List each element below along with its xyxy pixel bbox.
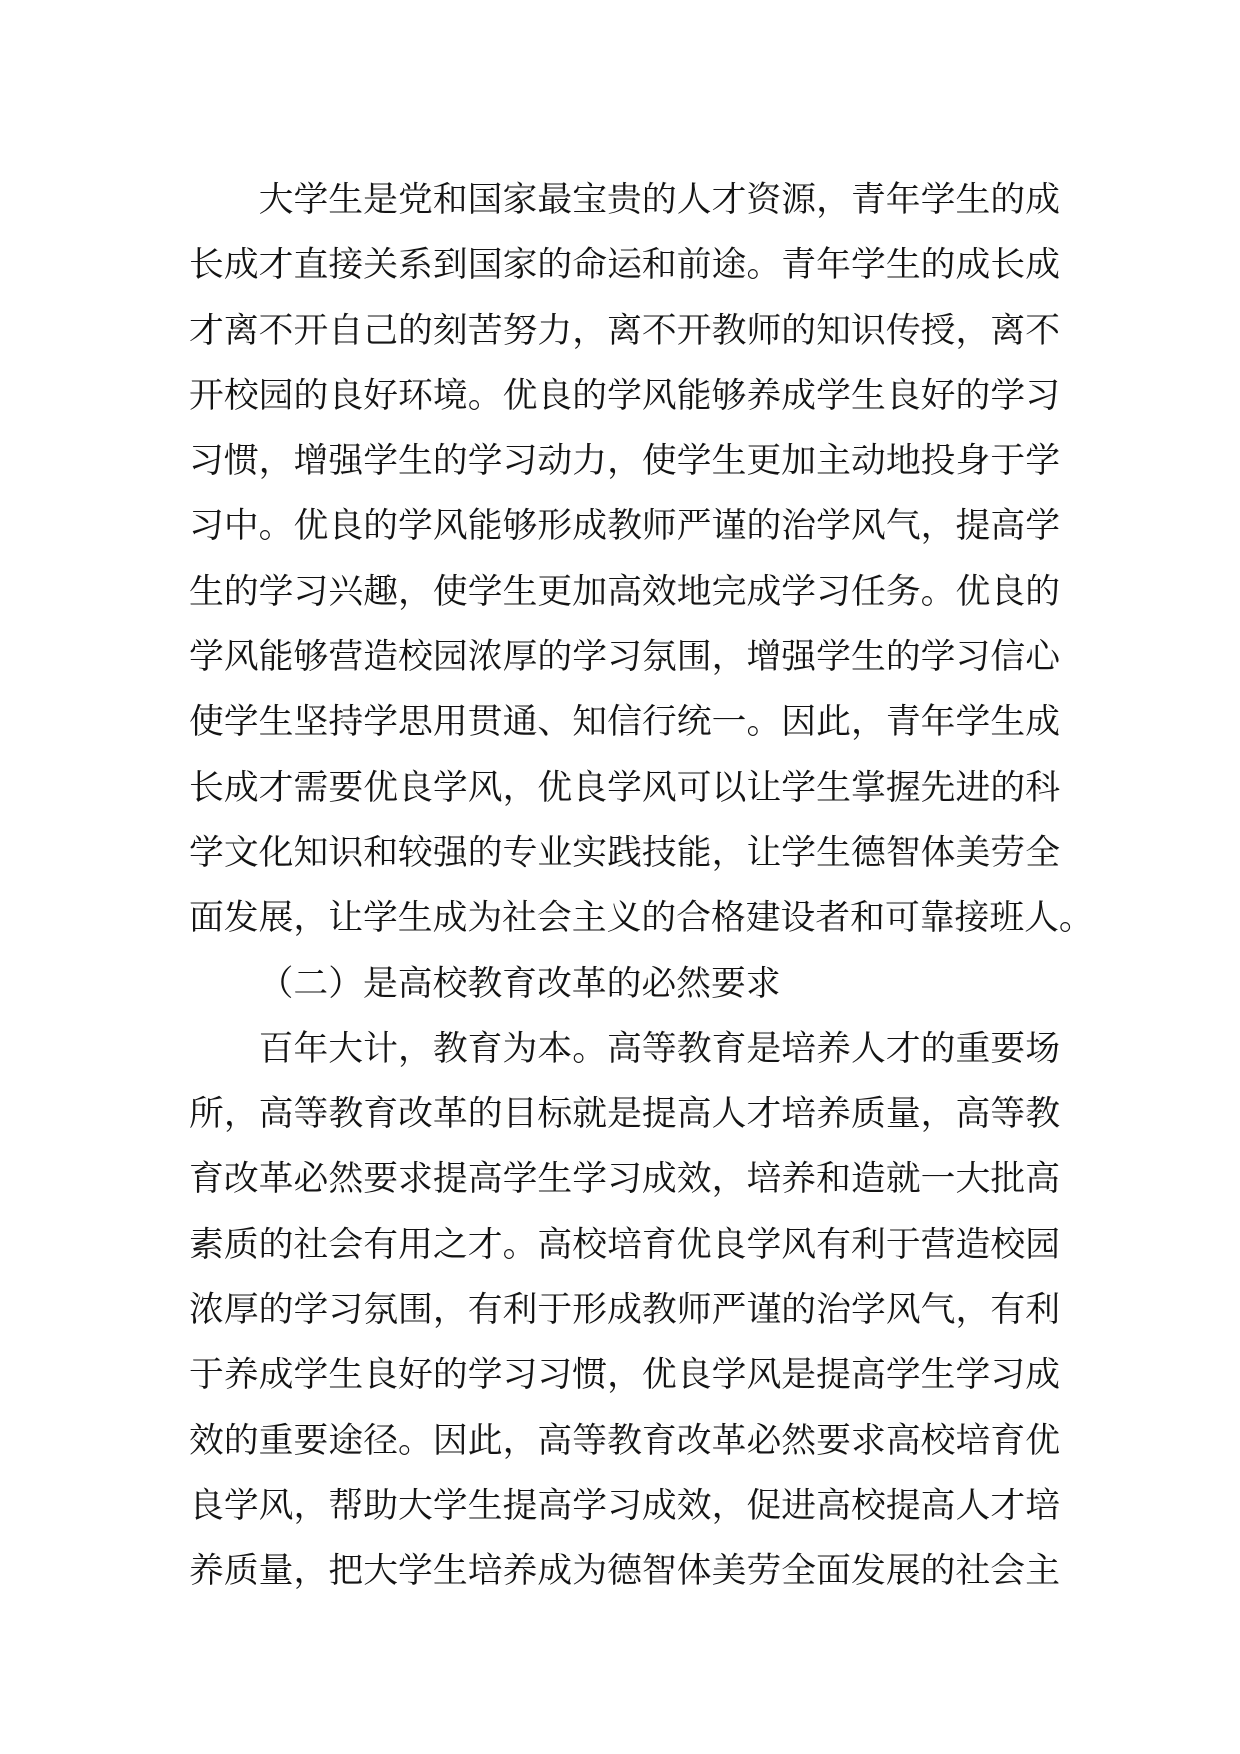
paragraph <box>189 168 1094 952</box>
text-line: 开校园的良好环境。优良的学风能够养成学生良好的学习 <box>189 375 1060 416</box>
document-body <box>189 168 1094 1605</box>
paragraph <box>189 1017 1069 1605</box>
text-line: 习惯，增强学生的学习动力，使学生更加主动地投身于学 <box>189 441 1060 482</box>
text-line: 素质的社会有用之才。高校培育优良学风有利于营造校园 <box>189 1224 1060 1265</box>
text-line: 效的重要途径。因此，高等教育改革必然要求高校培育优 <box>189 1420 1060 1461</box>
text-line: 使学生坚持学思用贯通、知信行统一。因此，青年学生成 <box>189 702 1060 743</box>
text-line: 习中。优良的学风能够形成教师严谨的治学风气，提高学 <box>189 506 1060 547</box>
text-line: 面发展，让学生成为社会主义的合格建设者和可靠接班人。 <box>189 898 1094 939</box>
text-line: 学风能够营造校园浓厚的学习氛围，增强学生的学习信心 <box>189 637 1060 678</box>
text-line: 所，高等教育改革的目标就是提高人才培养质量，高等教 <box>189 1094 1060 1135</box>
text-line: 学文化知识和较强的专业实践技能，让学生德智体美劳全 <box>189 832 1060 873</box>
text-line: 长成才需要优良学风，优良学风可以让学生掌握先进的科 <box>189 767 1060 808</box>
text-line: 才离不开自己的刻苦努力，离不开教师的知识传授，离不 <box>189 310 1060 351</box>
text-line: 育改革必然要求提高学生学习成效，培养和造就一大批高 <box>189 1159 1060 1200</box>
text-line: 生的学习兴趣，使学生更加高效地完成学习任务。优良的 <box>189 571 1060 612</box>
text-line: 养质量，把大学生培养成为德智体美劳全面发展的社会主 <box>189 1551 1060 1592</box>
section-heading: （二）是高校教育改革的必然要求 <box>258 963 781 1004</box>
text-line: 于养成学生良好的学习习惯，优良学风是提高学生学习成 <box>189 1355 1060 1396</box>
text-line: 百年大计，教育为本。高等教育是培养人才的重要场 <box>258 1028 1060 1069</box>
text-line: 浓厚的学习氛围，有利于形成教师严谨的治学风气，有利 <box>189 1290 1060 1331</box>
text-line: 大学生是党和国家最宝贵的人才资源，青年学生的成 <box>258 180 1060 220</box>
text-line: 良学风，帮助大学生提高学习成效，促进高校提高人才培 <box>189 1485 1060 1526</box>
text-line: 长成才直接关系到国家的命运和前途。青年学生的成长成 <box>189 245 1060 286</box>
